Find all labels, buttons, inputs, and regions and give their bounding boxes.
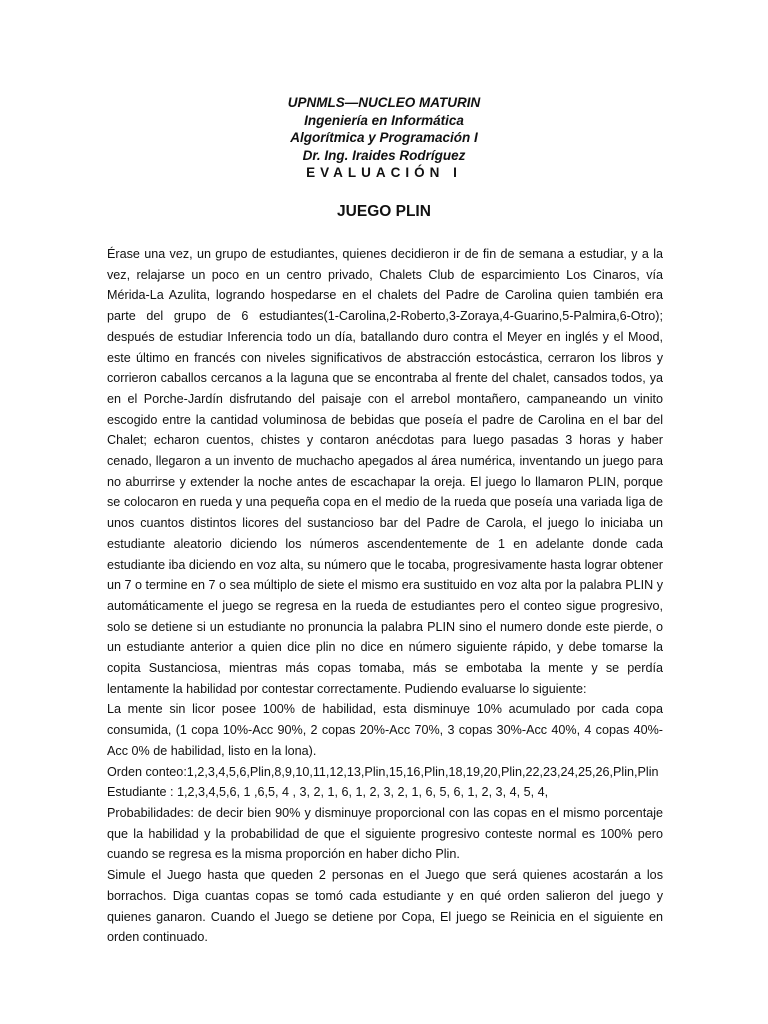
document-title: JUEGO PLIN [337,203,431,220]
probabilities-paragraph: Probabilidades: de decir bien 90% y disminuye proporcional con las copas en el mismo porcentaje que la habilidad y la probabilidad de que el siguiente progresivo conteste normal es 100% pero cuando se regresa es la misma proporción en haber dicho Plin. [107,805,663,862]
instructions-paragraph: Simule el Juego hasta que queden 2 personas en el Juego que será quienes acostarán a los borrachos. Diga cuantas copas se tomó cada estudiante y en qué orden salieron del juego y quienes ganaron. Cuando el Juego se detiene por Copa, El juego se Reinicia en el siguiente en orden continuado. [107,868,663,945]
course-line: Algorítmica y Programación I [290,130,478,145]
program-line: Ingeniería en Informática [304,112,464,128]
document-body [107,244,663,948]
student-sequence-line: Estudiante : 1,2,3,4,5,6, 1 ,6,5, 4 , 3, 2, 1, 6, 1, 2, 3, 2, 1, 6, 5, 6, 1, 2, 3, 4, 5, 4, [107,785,549,800]
professor-line: Dr. Ing. Iraides Rodríguez [302,147,466,163]
ability-paragraph: La mente sin licor posee 100% de habilidad, esta disminuye 10% acumulado por cada copa consumida, (1 copa 10%-Acc 90%, 2 copas 20%-Acc 70%, 3 copas 30%-Acc 40%, 4 copas 40%-Acc 0% de habilidad, listo en la lona). [107,702,663,758]
evaluation-line: EVALUACIÓN I [306,165,462,180]
institution-line: UPNMLS—NUCLEO MATURIN [287,95,481,110]
story-paragraph: Érase una vez, un grupo de estudiantes, quienes decidieron ir de fin de semana a estudiar, y a la vez, relajarse un poco en un centro privado, Chalets Club de esparcimiento Los Cinaros, vía Mérida-La Azulita, logrando hospedarse en el chalets del Padre de Carolina quien también era parte del grupo de 6 estudiantes(1-Carolina,2-Roberto,3-Zoraya,4-Guarino,5-Palmira,6-Otro); después de estudiar Inferencia todo un día, batallando duro contra el Meyer en inglés y el Mood, este último en francés con niveles significativos de abstracción estocástica, cerraron los libros y corrieron caballos cercanos a la laguna que se encontraba al frente del chalet, cansados todos, ya en el Porche-Jardín disfrutando del paisaje con el arrebol montañero, campaneando un vinito escogido entre la cantidad voluminosa de bebidas que poseía el padre de Carolina en el bar del Chalet; echaron cuentos, chistes y contaron anécdotas para luego pasadas 3 horas y haber cenado, llegaron a un invento de muchacho apegados al área numérica, inventando un juego para no aburrirse y extender la noche antes de escachapar la oreja. El juego lo llamaron PLIN, porque se colocaron en rueda y una pequeña copa en el medio de la rueda que poseía una variada liga de unos cuantos distintos licores del sustancioso bar del Padre de Carola, el juego lo iniciaba un estudiante aleatorio diciendo los números ascendentemente de 1 en adelante donde cada estudiante iba diciendo en voz alta, su número que le tocaba, progresivamente hasta lograr obtener un 7 o termine en 7 o sea múltiplo de siete el mismo era sustituido en voz alta por la palabra PLIN y automáticamente el juego se regresa en la rueda de estudiantes pero el conteo sigue progresivo, solo se detiene si un estudiante no pronuncia la palabra PLIN sino el numero donde este pierde, o un estudiante anterior a quien dice plin no dice en número siguiente rápido, y debe tomarse la copita Sustanciosa, mientras más copas tomaba, más se embotaba la mente y se perdía lentamente la habilidad por contestar correctamente. Pudiendo evaluarse lo siguiente: [107,247,663,696]
document-header [0,94,768,182]
count-order-line: Orden conteo:1,2,3,4,5,6,Plin,8,9,10,11,12,13,Plin,15,16,Plin,18,19,20,Plin,22,23,24,25,26,Plin,Plin [107,764,659,779]
